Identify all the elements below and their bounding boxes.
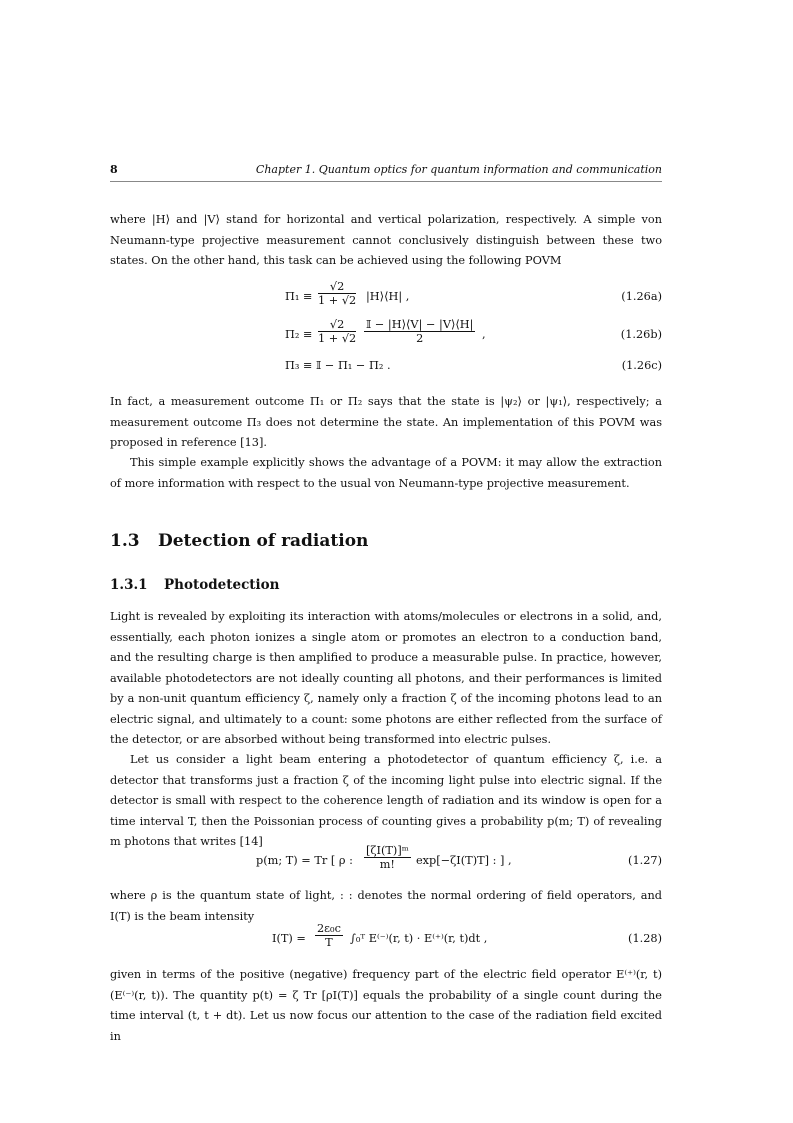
subsection-heading [110, 577, 279, 593]
paragraph: Light is revealed by exploiting its interaction with atoms/molecules or electrons in a solid, and, essentially, each photon ionizes a single atom or promotes an electron to a conduction band, and the resulting charge is then amplified to produce a measurable pulse. In practice, however, available photodetectors are not ideally counting all photons, and their performances is limited by a non-unit quantum efficiency ζ, namely only a fraction ζ of the incoming photons lead to an electric signal, and ultimately to a count: some photons are either reflected from the surface of the detector, or are absorbed without being transformed into electric pulses. [110, 610, 662, 746]
equation-number: (1.26c) [621, 359, 662, 372]
equation-lhs: Π₁ ≡ [285, 290, 313, 303]
chapter-title: Chapter 1. Quantum optics for quantum information and communication [255, 163, 662, 176]
fraction [315, 922, 343, 949]
page-number: 8 [110, 163, 118, 176]
equation-1-26b [110, 318, 662, 345]
fraction-numerator: √2 [318, 318, 356, 332]
paragraph: Let us consider a light beam entering a photodetector of quantum efficiency ζ, i.e. a detector that transforms just a fraction ζ of the incoming light pulse into electric signal. If the detector is small with respect to the coherence length of radiation and its window is open for a time interval T, then the Poissonian process of counting gives a probability p(m; T) of revealing m photons that writes [14] [110, 753, 662, 848]
equation-1-26c [110, 359, 662, 379]
fraction-denominator: m! [379, 858, 395, 871]
fraction-denominator: 2 [416, 332, 424, 345]
equation-lhs: p(m; T) = Tr [ ρ : [256, 854, 353, 867]
equation-rhs: , [482, 328, 486, 341]
fraction [364, 318, 475, 345]
section-number: 1.3 [110, 531, 140, 551]
equation-lhs: Π₂ ≡ [285, 328, 313, 341]
equation-rhs: ∫₀ᵀ E⁽⁻⁾(r, t) · E⁽⁺⁾(r, t)dt , [350, 932, 488, 945]
equation-1-27 [110, 844, 662, 872]
equation-number: (1.28) [628, 932, 662, 945]
fraction [318, 318, 356, 345]
subsection-number: 1.3.1 [110, 577, 148, 593]
equation-rhs: |H⟩⟨H| , [366, 290, 410, 303]
fraction-denominator: 1 + √2 [318, 332, 357, 345]
equation-1-28 [110, 922, 662, 950]
fraction-numerator: 𝕀 − |H⟩⟨V| − |V⟩⟨H| [366, 318, 474, 331]
fraction-denominator: 1 + √2 [318, 294, 357, 307]
equation-body: Π₃ ≡ 𝕀 − Π₁ − Π₂ . [285, 359, 391, 372]
fraction-denominator: T [325, 936, 333, 949]
paragraph: given in terms of the positive (negative) frequency part of the electric field operator E⁽⁺⁾(r, t) (E⁽⁻⁾(r, t)). The quantity p(t) = ζ Tr [ρI(T)] equals the probability of a single count during the time interval (t, t + dt). Let us now focus our attention to the case of the radiation field excited in [110, 968, 662, 1043]
equation-rhs: exp[−ζI(T)T] : ] , [416, 854, 512, 867]
equation-number: (1.27) [628, 854, 662, 867]
section-heading [110, 531, 368, 551]
equation-1-26a [110, 280, 662, 307]
paragraph: In fact, a measurement outcome Π₁ or Π₂ says that the state is |ψ₂⟩ or |ψ₁⟩, respectively; a measurement outcome Π₃ does not determine the state. An implementation of this POVM was proposed in reference [13]. [110, 395, 662, 449]
paragraph: where |H⟩ and |V⟩ stand for horizontal and vertical polarization, respectively. A simple von Neumann-type projective measurement cannot conclusively distinguish between these two states. On the other hand, this task can be achieved using the following POVM [110, 213, 662, 267]
running-header [110, 163, 662, 182]
fraction-numerator: 2ε₀c [317, 922, 341, 935]
equation-number: (1.26b) [620, 328, 662, 341]
subsection-title: Photodetection [164, 577, 280, 593]
paragraph: This simple example explicitly shows the advantage of a POVM: it may allow the extraction of more information with respect to the usual von Neumann-type projective measurement. [110, 456, 662, 490]
equation-lhs: I(T) = [272, 932, 306, 945]
equation-number: (1.26a) [621, 290, 662, 303]
fraction [364, 844, 411, 871]
paragraph: where ρ is the quantum state of light, : : denotes the normal ordering of field operators, and I(T) is the beam intensity [110, 889, 662, 923]
fraction-numerator: [ζI(T)]ᵐ [366, 844, 409, 857]
fraction-numerator: √2 [318, 280, 356, 294]
fraction [318, 280, 356, 307]
section-title: Detection of radiation [158, 531, 369, 551]
